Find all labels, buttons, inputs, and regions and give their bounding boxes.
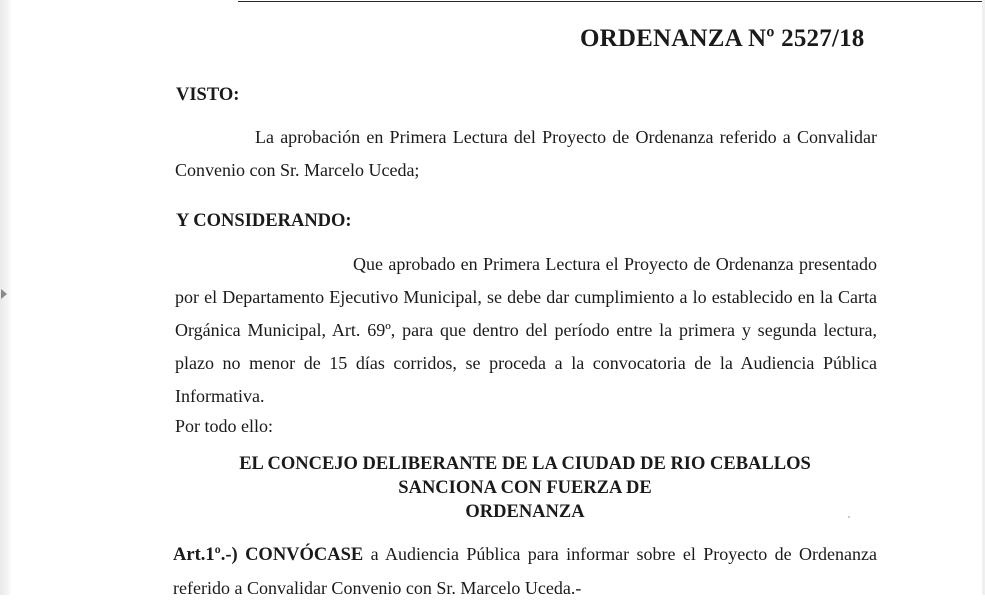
council-line-1: EL CONCEJO DELIBERANTE DE LA CIUDAD DE RIO CEBALLOS [239, 454, 811, 474]
top-rule [238, 1, 985, 2]
considerando-heading: Y CONSIDERANDO: [176, 211, 352, 231]
council-line-2: SANCIONA CON FUERZA DE [398, 478, 652, 498]
document-title: ORDENANZA Nº 2527/18 [580, 25, 865, 52]
visto-heading: VISTO: [176, 85, 240, 105]
council-sanction-block [175, 452, 875, 524]
visto-paragraph: La aprobación en Primera Lectura del Proyecto de Ordenanza referido a Convalidar Convenio con Sr. Marcelo Uceda; [175, 127, 877, 180]
article-1-keyword: CONVÓCASE [245, 545, 364, 565]
council-line-3: ORDENANZA [465, 502, 585, 522]
considerando-paragraph: Que aprobado en Primera Lectura el Proyecto de Ordenanza presentado por el Departamento Ejecutivo Municipal, se debe dar cumplimiento a lo establecido en la Carta Orgánica Municipal, Art. 69º, para que dentro del período entre la primera y segunda lectura, plazo no menor de 15 días corridos, se proceda a la convocatoria de la Audiencia Pública Informativa. [175, 254, 877, 406]
page-side-arrow-icon [1, 289, 7, 299]
scan-speck [848, 516, 850, 518]
article-1-label: Art.1º.-) [173, 545, 238, 565]
closing-line: Por todo ello: [175, 416, 273, 436]
article-1-text: a Audiencia Pública para informar sobre el Proyecto de Ordenanza referido a Convalidar Convenio con Sr. Marcelo Uceda.- [173, 544, 877, 598]
